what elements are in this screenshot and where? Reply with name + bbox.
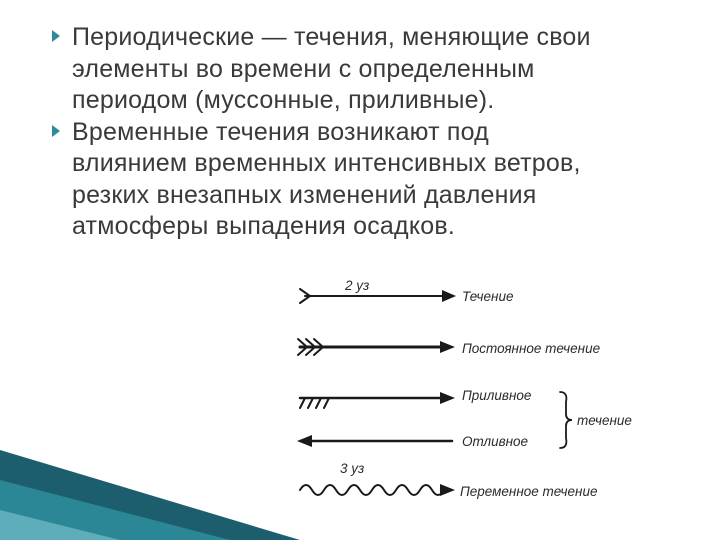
label-current: Течение bbox=[462, 289, 514, 304]
label-tidal-out: Отливное bbox=[462, 434, 529, 449]
bullet-line: резких внезапных изменений давления bbox=[72, 180, 537, 209]
label-permanent-current: Постоянное течение bbox=[462, 341, 601, 356]
label-tidal-group: течение bbox=[577, 413, 632, 428]
current-arrow bbox=[300, 289, 456, 303]
variable-current-arrow bbox=[300, 484, 455, 496]
tidal-bracket bbox=[560, 392, 572, 448]
permanent-current-arrow bbox=[298, 339, 455, 355]
speed-label-bottom: 3 уз bbox=[340, 461, 365, 476]
label-variable-current: Переменное течение bbox=[460, 484, 598, 499]
bullet-line: периодом (муссонные, приливные). bbox=[72, 86, 495, 114]
corner-decoration bbox=[0, 440, 300, 540]
bullet-line: Периодические — течения, меняющие свои bbox=[72, 23, 591, 51]
bullet-arrow-icon bbox=[50, 28, 62, 44]
bullet-line: атмосферы выпадения осадков. bbox=[72, 212, 455, 240]
bullet-line: элементы во времени с определенным bbox=[72, 54, 535, 83]
speed-label-top: 2 уз bbox=[345, 278, 370, 293]
bullet-periodic bbox=[50, 22, 690, 117]
bullet-temporary bbox=[50, 117, 690, 243]
bullet-list bbox=[50, 22, 690, 243]
flood-current-arrow bbox=[300, 392, 455, 408]
label-tidal-in: Приливное bbox=[462, 388, 532, 403]
ebb-current-arrow bbox=[297, 435, 452, 447]
bullet-line: влиянием временных интенсивных ветров, bbox=[72, 149, 581, 177]
bullet-arrow-icon bbox=[50, 123, 62, 139]
bullet-line: Временные течения возникают под bbox=[72, 117, 489, 146]
